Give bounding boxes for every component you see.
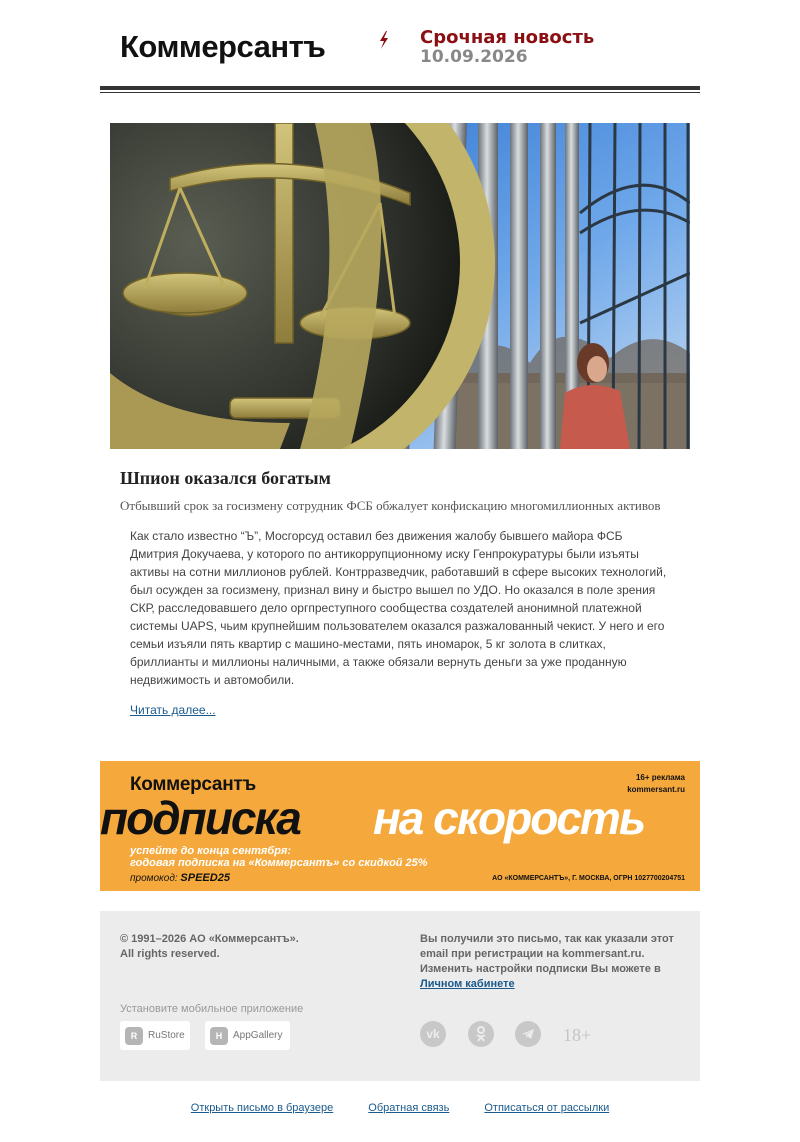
banner-offer-line2: годовая подписка на «Коммерсантъ» со скидкой 25% bbox=[130, 857, 428, 869]
email-footer bbox=[100, 911, 700, 1081]
lightning-bolt-icon bbox=[377, 31, 391, 49]
open-in-browser-link[interactable]: Открыть письмо в браузере bbox=[190, 1102, 334, 1114]
unsubscribe-link[interactable]: Отписаться от рассылки bbox=[484, 1102, 610, 1114]
court-scales-gate-photo bbox=[110, 123, 690, 449]
article-title[interactable]: Шпион оказался богатым bbox=[120, 468, 331, 488]
copyright bbox=[120, 932, 370, 962]
feedback-link[interactable]: Обратная связь bbox=[368, 1102, 450, 1114]
subscription-banner[interactable] bbox=[100, 761, 700, 891]
banner-headline-left: подписка bbox=[100, 792, 300, 844]
news-date: 10.09.2026 bbox=[420, 47, 528, 67]
promo-code: SPEED25 bbox=[180, 872, 230, 884]
notice-text: Вы получили это письмо, так как указали этот email при регистрации на kommersant.ru. Изменить настройки подписки Вы можете в bbox=[420, 933, 674, 975]
banner-logo: Коммерсантъ bbox=[130, 774, 256, 795]
article-body: Как стало известно “Ъ”, Мосгорсуд оставил без движения жалобу бывшего майора ФСБ Дмитрия Докучаева, у которого по антикоррупционному иску Генпрокуратуры были изъяты активы на сотни миллионов рублей. Контрразведчик, работавший в сфере высоких технологий, был осужден за госизмену, признал вину и быстро вышел по УДО. Но оказался в поле зрения СКР, расследовавшего дело оргпреступного сообщества создателей анонимной платежной системы UAPS, чьим крупнейшим пользователем оказался разжалованный чекист. У него и его семьи изъяли пять квартир с машино-местами, пять иномарок, 5 кг золота в слитках, бриллианты и миллионы наличными, а также обязали вернуть деньги за уже проданную недвижимость и автомобили. bbox=[130, 529, 667, 687]
subscription-notice bbox=[420, 932, 690, 992]
install-app-label: Установите мобильное приложение bbox=[120, 1003, 304, 1015]
kommersant-logo[interactable]: Коммерсантъ bbox=[120, 29, 326, 64]
banner-headline-right: на скорость bbox=[373, 792, 645, 844]
vk-icon[interactable]: vk bbox=[420, 1021, 446, 1047]
promo-label: промокод: bbox=[130, 873, 178, 884]
banner-age-label: 16+ реклама bbox=[635, 773, 685, 782]
rights-line: All rights reserved. bbox=[120, 948, 220, 960]
banner-legal: АО «КОММЕРСАНТЪ», Г. МОСКВА, ОГРН 1027700204751 bbox=[492, 875, 685, 882]
telegram-icon[interactable] bbox=[515, 1021, 541, 1047]
rustore-icon: R bbox=[125, 1027, 143, 1045]
rustore-label: RuStore bbox=[148, 1030, 185, 1041]
banner-site: kommersant.ru bbox=[627, 785, 685, 794]
email-header bbox=[100, 20, 700, 90]
account-link[interactable]: Личном кабинете bbox=[420, 978, 515, 990]
bottom-links bbox=[0, 1102, 800, 1114]
article-subtitle: Отбывший срок за госизмену сотрудник ФСБ обжалует конфискацию многомиллионных активов bbox=[120, 498, 661, 513]
header-divider-thin bbox=[100, 92, 700, 93]
banner-promo bbox=[130, 872, 230, 885]
header-divider bbox=[100, 86, 700, 90]
age-rating: 18+ bbox=[563, 1025, 592, 1045]
breaking-news-label: Срочная новость bbox=[420, 27, 595, 48]
appgallery-button[interactable] bbox=[205, 1021, 290, 1050]
banner-offer-line1: успейте до конца сентября: bbox=[130, 845, 292, 857]
appgallery-label: AppGallery bbox=[233, 1030, 283, 1041]
copyright-line: © 1991–2026 АО «Коммерсантъ». bbox=[120, 933, 299, 945]
article-image[interactable] bbox=[110, 123, 690, 449]
ok-icon[interactable] bbox=[468, 1021, 494, 1047]
rustore-button[interactable] bbox=[120, 1021, 190, 1050]
read-more-link[interactable]: Читать далее... bbox=[130, 703, 216, 717]
appgallery-icon: H bbox=[210, 1027, 228, 1045]
